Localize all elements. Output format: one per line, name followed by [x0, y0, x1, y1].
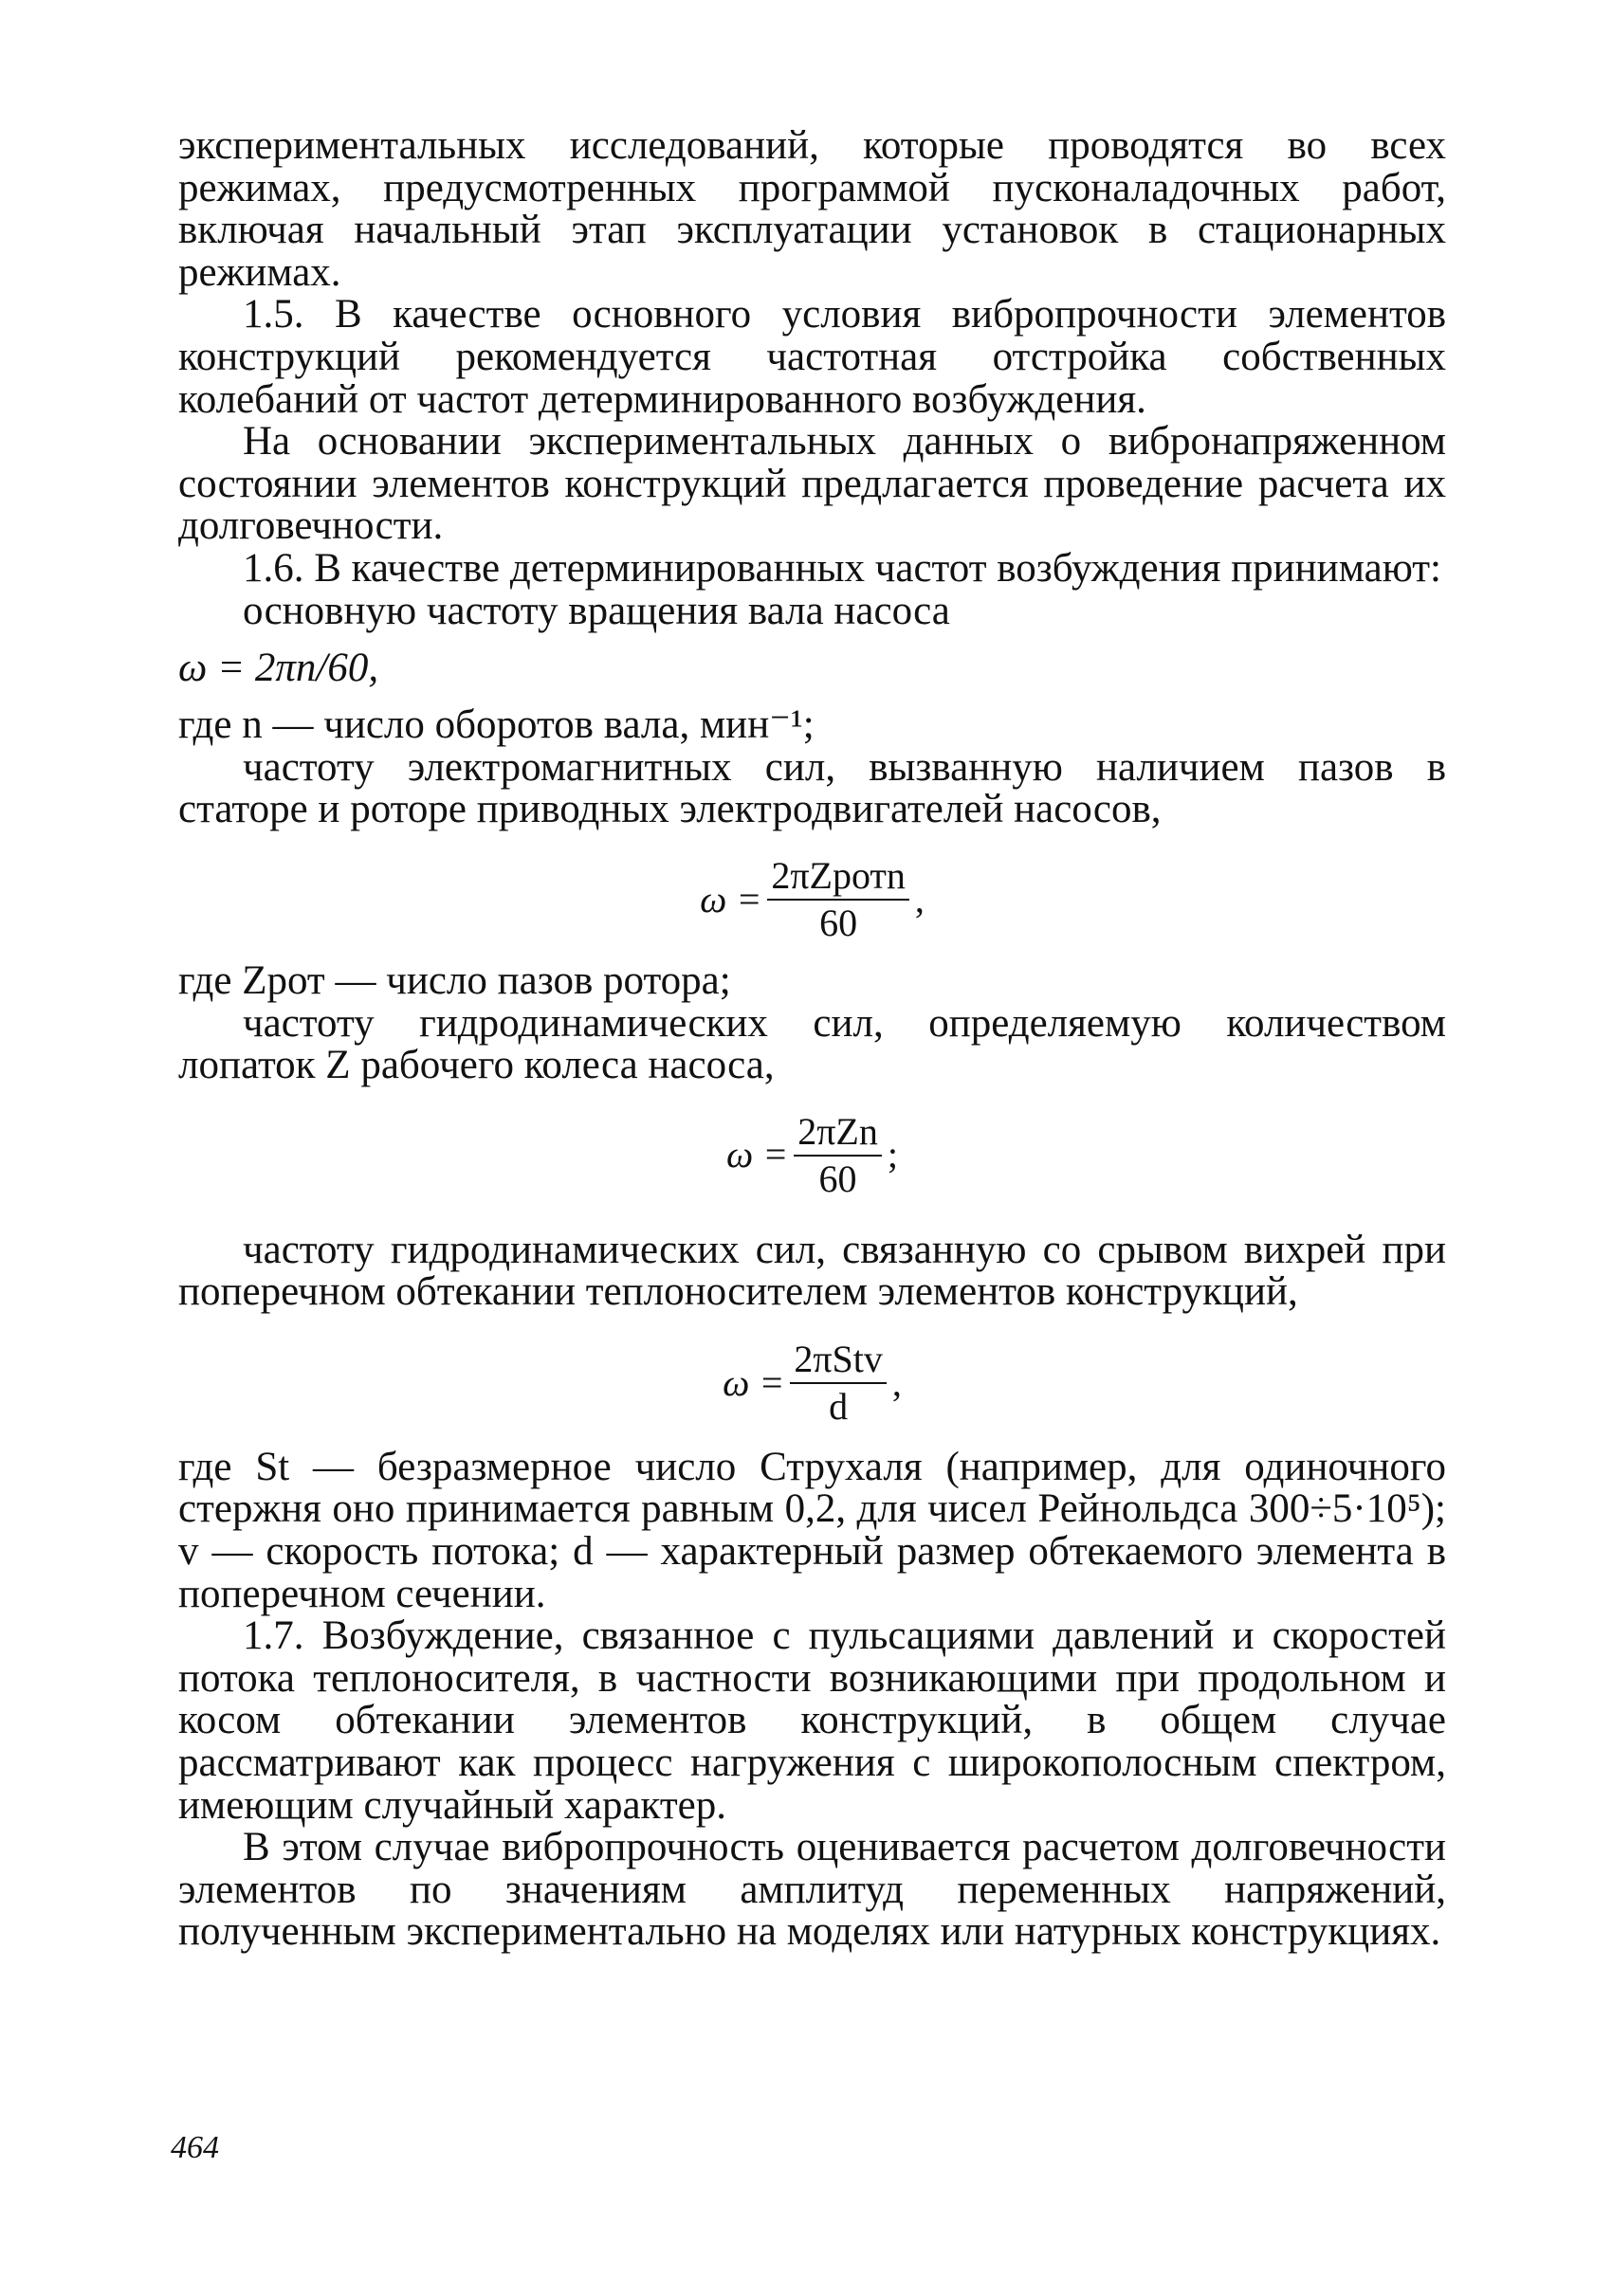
formula-electromagnetic — [178, 839, 1446, 960]
fraction — [794, 1111, 882, 1200]
page-number: 464 — [171, 2130, 219, 2165]
fraction-numerator: 2πStv — [790, 1339, 887, 1384]
paragraph-electromagnetic: частоту электромагнитных сил, вызванную наличием пазов в статоре и роторе приводных электродвигателей насосов, — [178, 744, 1446, 832]
formula-punctuation: , — [891, 1360, 902, 1404]
formula-punctuation: ; — [887, 1133, 898, 1176]
formula-strouhal — [178, 1320, 1446, 1447]
formula-punctuation: , — [914, 877, 925, 920]
fraction-denominator: d — [829, 1384, 849, 1428]
fraction — [790, 1339, 887, 1428]
paragraph-3: На основании экспериментальных данных о вибронапряженном состоянии элементов конструкций предлагается проведение расчета их долговечности. — [178, 419, 1446, 549]
paragraph-1: экспериментальных исследований, которые проводятся во всех режимах, предусмотренных программой пусконаладочных работ, включая начальный этап эксплуатации установок в стационарных режимах. — [178, 123, 1446, 295]
paragraph-rotation-frequency: основную частоту вращения вала насоса — [243, 588, 950, 633]
fraction-denominator: 60 — [818, 1157, 857, 1200]
fraction-numerator: 2πZротn — [767, 855, 909, 901]
body-text — [178, 125, 1446, 1954]
paragraph-durability: В этом случае вибропрочность оценивается расчетом долговечности элементов по значениям амплитуд переменных напряжений, полученным экспериментально на моделях или натурных конструкциях. — [178, 1825, 1446, 1955]
paragraph-1-6: 1.6. В качестве детерминированных частот возбуждения принимают: — [243, 545, 1441, 591]
formula-lhs: ω = — [726, 1133, 789, 1176]
formula-lhs: ω = — [700, 877, 762, 920]
formula-lhs: ω = — [723, 1360, 785, 1404]
fraction-numerator: 2πZn — [794, 1111, 882, 1157]
paragraph-zrot-definition: где Zрот — число пазов ротора; — [178, 957, 731, 1003]
paragraph-1-7: 1.7. Возбуждение, связанное с пульсациями давлений и скоростей потока теплоносителя, в частности возникающими при продольном и косом обтекании элементов конструкций, в общем случае рассматривают как процесс нагружения с широкополосным спектром, имеющим случайный характер. — [178, 1613, 1446, 1828]
paragraph-hydrodynamic: частоту гидродинамических сил, определяемую количеством лопаток Z рабочего колеса насоса, — [178, 1000, 1446, 1088]
fraction-denominator: 60 — [819, 901, 858, 944]
fraction — [767, 855, 909, 944]
paragraph-strouhal-definition: где St — безразмерное число Струхаля (например, для одиночного стержня оно принимается равным 0,2, для чисел Рейнольдса 300÷5·10⁵); v — скорость потока; d — характерный размер обтекаемого элемента в поперечном сечении. — [178, 1444, 1446, 1616]
paragraph-1-5: 1.5. В качестве основного условия вибропрочности элементов конструкций рекомендуется частотная отстройка собственных колебаний от частот детерминированного возбуждения. — [178, 292, 1446, 422]
formula-hydrodynamic — [178, 1093, 1446, 1218]
paragraph-vortex-shedding: частоту гидродинамических сил, связанную со срывом вихрей при поперечном обтекании теплоносителем элементов конструкций, — [178, 1227, 1446, 1315]
formula-shaft-frequency: ω = 2πn/60, — [178, 646, 379, 691]
paragraph-n-definition: где n — число оборотов вала, мин⁻¹; — [178, 702, 815, 748]
